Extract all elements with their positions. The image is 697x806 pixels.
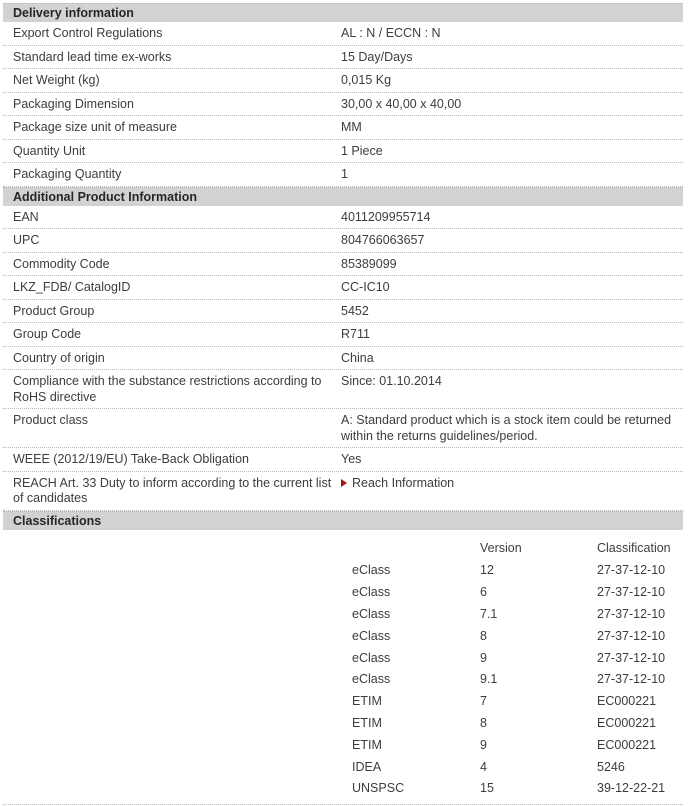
row-spacer	[3, 712, 352, 734]
table-row	[3, 22, 683, 46]
spec-value: Yes	[341, 452, 683, 468]
table-row	[3, 347, 683, 371]
spec-label: LKZ_FDB/ CatalogID	[3, 280, 341, 296]
table-row	[3, 300, 683, 324]
section-header-additional-product-information: Additional Product Information	[3, 187, 683, 206]
table-row	[3, 276, 683, 300]
cell-standard: UNSPSC	[352, 777, 480, 799]
row-spacer	[3, 756, 352, 778]
cell-classification: 27-37-12-10	[597, 603, 683, 625]
column-header-spacer	[3, 530, 352, 560]
classifications-table	[3, 530, 683, 800]
cell-standard: IDEA	[352, 756, 480, 778]
cell-version: 12	[480, 560, 597, 582]
column-header-standard	[352, 530, 480, 560]
classifications-table-body	[3, 560, 683, 800]
cell-version: 7.1	[480, 603, 597, 625]
table-row	[3, 625, 683, 647]
cell-classification: EC000221	[597, 734, 683, 756]
spec-label: Package size unit of measure	[3, 120, 341, 136]
row-spacer	[3, 647, 352, 669]
table-row	[3, 581, 683, 603]
cell-version: 6	[480, 581, 597, 603]
cell-classification: 27-37-12-10	[597, 625, 683, 647]
section-header-delivery-information: Delivery information	[3, 3, 683, 22]
spec-value: China	[341, 351, 683, 367]
spec-value: 804766063657	[341, 233, 683, 249]
cell-standard: eClass	[352, 625, 480, 647]
reach-information-link[interactable]	[341, 476, 454, 492]
cell-classification: 5246	[597, 756, 683, 778]
section-classifications	[3, 511, 683, 806]
row-spacer	[3, 560, 352, 582]
row-spacer	[3, 777, 352, 799]
table-row	[3, 323, 683, 347]
section-header-classifications: Classifications	[3, 511, 683, 530]
row-spacer	[3, 690, 352, 712]
table-row	[3, 253, 683, 277]
spec-value: AL : N / ECCN : N	[341, 26, 683, 42]
cell-standard: eClass	[352, 581, 480, 603]
section-delivery-information	[3, 3, 683, 187]
cell-version: 9	[480, 734, 597, 756]
spec-label: Product Group	[3, 304, 341, 320]
table-row	[3, 370, 683, 409]
table-row	[3, 603, 683, 625]
table-row	[3, 712, 683, 734]
table-header-row	[3, 530, 683, 560]
row-spacer	[3, 603, 352, 625]
cell-version: 9	[480, 647, 597, 669]
classifications-table-head	[3, 530, 683, 560]
cell-standard: eClass	[352, 647, 480, 669]
table-row	[3, 46, 683, 70]
spec-label: Net Weight (kg)	[3, 73, 341, 89]
reach-information-label: Reach Information	[352, 476, 454, 492]
cell-classification: 39-12-22-21	[597, 777, 683, 799]
spec-value: 1 Piece	[341, 144, 683, 160]
spec-label: Compliance with the substance restrictions according to RoHS directive	[3, 374, 341, 405]
table-row	[3, 140, 683, 164]
table-row	[3, 668, 683, 690]
spec-label: Product class	[3, 413, 341, 429]
table-row	[3, 647, 683, 669]
table-row	[3, 206, 683, 230]
cell-classification: EC000221	[597, 690, 683, 712]
table-row	[3, 409, 683, 448]
cell-standard: ETIM	[352, 690, 480, 712]
cell-classification: 27-37-12-10	[597, 668, 683, 690]
cell-classification: EC000221	[597, 712, 683, 734]
column-header-classification: Classification	[597, 530, 683, 560]
row-spacer	[3, 734, 352, 756]
spec-value: 15 Day/Days	[341, 50, 683, 66]
cell-classification: 27-37-12-10	[597, 647, 683, 669]
spec-label: Country of origin	[3, 351, 341, 367]
cell-classification: 27-37-12-10	[597, 560, 683, 582]
spec-value: 0,015 Kg	[341, 73, 683, 89]
spec-label: Commodity Code	[3, 257, 341, 273]
spec-value: 85389099	[341, 257, 683, 273]
cell-standard: ETIM	[352, 734, 480, 756]
table-row	[3, 93, 683, 117]
table-row	[3, 560, 683, 582]
table-row	[3, 229, 683, 253]
cell-standard: ETIM	[352, 712, 480, 734]
spec-value: 4011209955714	[341, 210, 683, 226]
spec-label: REACH Art. 33 Duty to inform according to the current list of candidates	[3, 476, 341, 507]
spec-label: Quantity Unit	[3, 144, 341, 160]
spec-label: Standard lead time ex-works	[3, 50, 341, 66]
row-spacer	[3, 581, 352, 603]
spec-value	[341, 476, 683, 492]
spec-label: Packaging Quantity	[3, 167, 341, 183]
spec-label: Packaging Dimension	[3, 97, 341, 113]
spec-value: 5452	[341, 304, 683, 320]
spec-value: 30,00 x 40,00 x 40,00	[341, 97, 683, 113]
row-spacer	[3, 625, 352, 647]
spec-value: R711	[341, 327, 683, 343]
table-row	[3, 69, 683, 93]
table-row	[3, 116, 683, 140]
cell-classification: 27-37-12-10	[597, 581, 683, 603]
spec-value: Since: 01.10.2014	[341, 374, 683, 390]
table-row	[3, 756, 683, 778]
cell-version: 9.1	[480, 668, 597, 690]
triangle-right-icon	[341, 479, 347, 487]
section-additional-product-information	[3, 187, 683, 511]
row-spacer	[3, 668, 352, 690]
table-row	[3, 472, 683, 511]
cell-version: 15	[480, 777, 597, 799]
spec-label: Export Control Regulations	[3, 26, 341, 42]
cell-standard: eClass	[352, 560, 480, 582]
cell-version: 4	[480, 756, 597, 778]
cell-version: 8	[480, 712, 597, 734]
cell-version: 7	[480, 690, 597, 712]
spec-label: Group Code	[3, 327, 341, 343]
table-row	[3, 777, 683, 799]
table-row	[3, 163, 683, 187]
cell-standard: eClass	[352, 668, 480, 690]
table-row	[3, 448, 683, 472]
cell-version: 8	[480, 625, 597, 647]
spec-value: MM	[341, 120, 683, 136]
spec-value: 1	[341, 167, 683, 183]
spec-value: CC-IC10	[341, 280, 683, 296]
spec-label: WEEE (2012/19/EU) Take-Back Obligation	[3, 452, 341, 468]
table-row	[3, 690, 683, 712]
cell-standard: eClass	[352, 603, 480, 625]
column-header-version: Version	[480, 530, 597, 560]
spec-label: UPC	[3, 233, 341, 249]
spec-label: EAN	[3, 210, 341, 226]
spec-value: A: Standard product which is a stock item could be returned within the returns guidelines/period.	[341, 413, 683, 444]
table-row	[3, 734, 683, 756]
